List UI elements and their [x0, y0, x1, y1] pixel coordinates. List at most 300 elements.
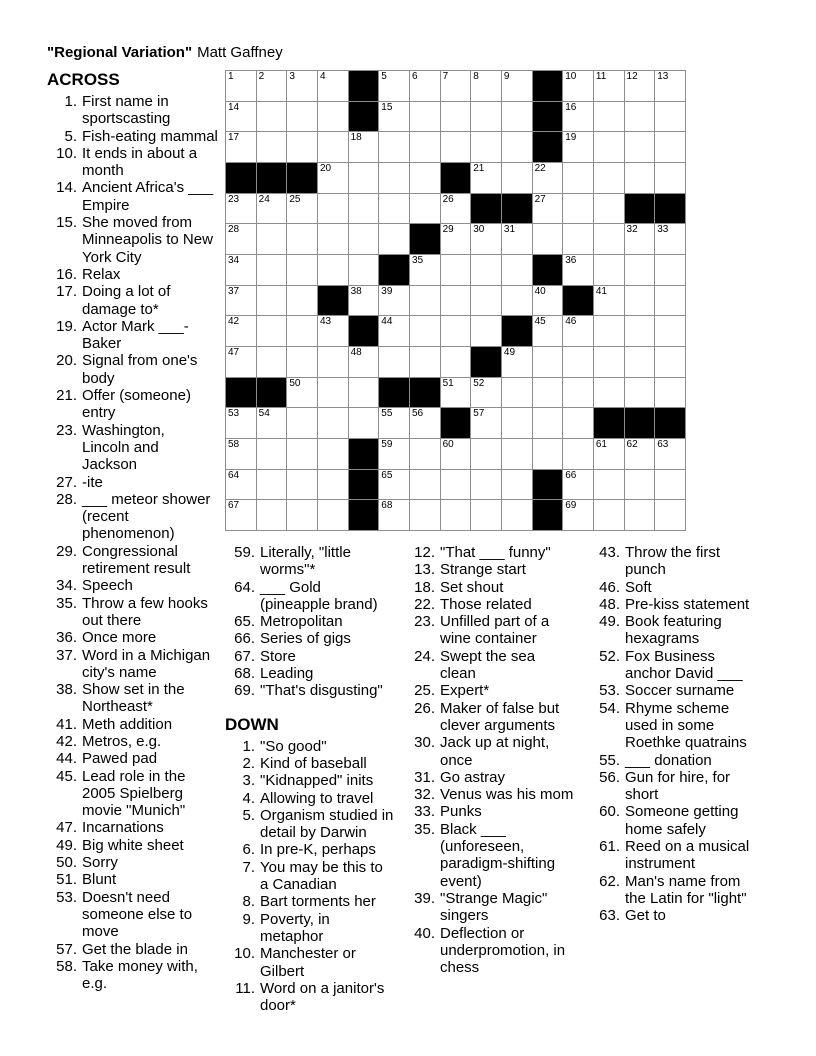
grid-cell: [594, 132, 625, 163]
clue-text: [440, 596, 590, 613]
clue-number: 65.: [234, 613, 255, 631]
clue-line: paradigm-shifting: [440, 855, 556, 873]
clue-text: [260, 807, 405, 842]
grid-cell: [563, 439, 594, 470]
grid-cell: [594, 194, 625, 225]
grid-cell: [379, 316, 410, 347]
clue-text: [82, 647, 232, 682]
clue-item-down-5: [225, 807, 405, 842]
clue-text: [440, 734, 590, 769]
grid-cell: [379, 224, 410, 255]
clue-line: Kind of baseball: [260, 754, 367, 772]
clue-text: [82, 889, 232, 941]
clue-line: Rhyme scheme: [625, 699, 730, 717]
clue-line: Offer (someone): [82, 387, 191, 405]
grid-cell: [655, 378, 686, 409]
grid-cell-number: 65: [381, 469, 393, 481]
clue-line: chess: [440, 959, 480, 977]
grid-cell: [655, 224, 686, 255]
clue-item-across-17: [47, 283, 232, 318]
clue-number: 35.: [414, 820, 435, 838]
clue-item-across-14: [47, 179, 232, 214]
clue-text: [82, 318, 232, 353]
clue-line: Baker: [82, 335, 122, 353]
clue-number: 10.: [56, 144, 77, 162]
clue-item-down-62: [590, 873, 770, 908]
clue-line: Deflection or: [440, 924, 525, 942]
grid-cell-number: 22: [534, 162, 546, 174]
clue-item-down-60: [590, 803, 770, 838]
clue-number: 46.: [599, 578, 620, 596]
clue-item-across-10: [47, 145, 232, 180]
grid-cell: [257, 316, 288, 347]
clue-text: [440, 700, 590, 735]
grid-cell-number: 38: [350, 285, 362, 297]
clue-item-down-52: [590, 648, 770, 683]
clue-number: 39.: [414, 889, 435, 907]
clue-line: Get to: [625, 907, 666, 925]
clue-text: [440, 821, 590, 890]
grid-cell: [655, 255, 686, 286]
grid-cell: [379, 286, 410, 317]
grid-cell-number: 32: [626, 224, 638, 236]
grid-cell-number: 41: [595, 285, 607, 297]
grid-cell: [287, 316, 318, 347]
grid-cell-number: 67: [228, 500, 240, 512]
grid-cell: [257, 408, 288, 439]
clue-line: Metros, e.g.: [82, 732, 162, 750]
clue-item-down-18: [405, 579, 590, 596]
clue-item-across-66: [225, 630, 405, 647]
grid-cell: [441, 255, 472, 286]
clue-line: Word in a Michigan: [82, 646, 211, 664]
clue-number: 55.: [599, 751, 620, 769]
clue-number: 6.: [242, 841, 255, 859]
grid-cell: [594, 316, 625, 347]
clue-line: Organism studied in: [260, 806, 394, 824]
grid-cell-number: 59: [381, 438, 393, 450]
clue-item-across-21: [47, 387, 232, 422]
clue-item-down-55: [590, 752, 770, 769]
clue-item-across-20: [47, 352, 232, 387]
clue-item-across-27: [47, 474, 232, 491]
grid-cell: [318, 408, 349, 439]
grid-cell-black: [410, 224, 441, 255]
clue-number: 35.: [56, 594, 77, 612]
clue-line: "Kidnapped" inits: [260, 772, 374, 790]
grid-cell-number: 11: [595, 71, 607, 82]
clue-text: [625, 700, 770, 752]
grid-cell: [625, 255, 656, 286]
clue-text: [260, 613, 405, 630]
clue-line: Someone getting: [625, 803, 739, 821]
clue-number: 18.: [414, 578, 435, 596]
clue-text: [82, 750, 232, 767]
clue-item-down-25: [405, 682, 590, 699]
clue-line: Congressional: [82, 542, 178, 560]
grid-cell: [471, 286, 502, 317]
clue-line: worms"*: [260, 561, 316, 579]
clue-item-down-49: [590, 613, 770, 648]
grid-cell: [410, 132, 441, 163]
grid-cell: [655, 500, 686, 531]
grid-cell: [625, 470, 656, 501]
clue-line: First name in: [82, 93, 169, 110]
clue-line: Roethke quatrains: [625, 734, 747, 752]
grid-cell: [410, 470, 441, 501]
clue-item-down-32: [405, 786, 590, 803]
clue-number: 62.: [599, 872, 620, 890]
clue-number: 21.: [56, 387, 77, 405]
clue-line: "That ___ funny": [440, 544, 551, 561]
grid-cell: [594, 347, 625, 378]
grid-cell: [349, 408, 380, 439]
grid-cell-number: 27: [534, 193, 546, 205]
clue-number: 49.: [599, 613, 620, 631]
grid-cell: [563, 194, 594, 225]
clue-line: hexagrams: [625, 630, 700, 648]
grid-cell: [287, 132, 318, 163]
grid-cell: [533, 224, 564, 255]
grid-cell-number: 15: [381, 101, 393, 113]
grid-cell: [410, 347, 441, 378]
clue-number: 45.: [56, 767, 77, 785]
grid-cell: [594, 439, 625, 470]
clue-item-across-47: [47, 819, 232, 836]
grid-cell-number: 29: [442, 224, 454, 236]
grid-cell-number: 57: [473, 408, 485, 420]
grid-cell: [655, 347, 686, 378]
grid-cell-number: 42: [228, 316, 240, 328]
grid-cell: [410, 102, 441, 133]
clue-item-across-29: [47, 543, 232, 578]
clue-item-down-33: [405, 803, 590, 820]
clue-line: move: [82, 923, 119, 941]
clue-item-down-11: [225, 980, 405, 1015]
clue-line: Pawed pad: [82, 750, 158, 768]
grid-cell-number: 8: [473, 71, 479, 82]
grid-cell: [502, 132, 533, 163]
grid-cell: [533, 316, 564, 347]
clue-text: [625, 803, 770, 838]
clue-text: [625, 907, 770, 924]
clue-number: 50.: [56, 854, 77, 872]
clue-text: [82, 145, 232, 180]
grid-cell-black: [471, 194, 502, 225]
grid-cell-number: 18: [350, 132, 362, 144]
grid-cell: [287, 194, 318, 225]
clue-number: 36.: [56, 629, 77, 647]
clue-text: [82, 595, 232, 630]
clue-line: Empire: [82, 196, 130, 214]
clue-number: 1.: [242, 737, 255, 755]
grid-cell: [441, 500, 472, 531]
clue-number: 48.: [599, 595, 620, 613]
grid-cell-number: 48: [350, 346, 362, 358]
grid-cell: [625, 102, 656, 133]
grid-cell-number: 62: [626, 438, 638, 450]
grid-cell-number: 36: [565, 254, 577, 266]
grid-cell-black: [655, 194, 686, 225]
clue-number: 3.: [242, 772, 255, 790]
clue-line: Strange start: [440, 561, 526, 579]
clue-item-across-5: [47, 128, 232, 145]
grid-cell: [502, 71, 533, 102]
clue-text: [625, 838, 770, 873]
clue-text: [82, 941, 232, 958]
clue-item-down-2: [225, 755, 405, 772]
clue-number: 2.: [242, 754, 255, 772]
clue-item-across-67: [225, 648, 405, 665]
puzzle-title: [47, 44, 283, 62]
clue-item-down-30: [405, 734, 590, 769]
grid-cell: [625, 378, 656, 409]
clue-line: Throw a few hooks: [82, 594, 208, 612]
grid-cell: [318, 255, 349, 286]
clue-item-across-49: [47, 837, 232, 854]
grid-cell: [349, 378, 380, 409]
grid-cell: [563, 163, 594, 194]
clue-number: 58.: [56, 957, 77, 975]
clue-line: "That's disgusting": [260, 682, 383, 700]
grid-cell: [410, 500, 441, 531]
clue-number: 20.: [56, 352, 77, 370]
clue-item-down-39: [405, 890, 590, 925]
grid-cell-number: 24: [258, 193, 270, 205]
clue-item-across-50: [47, 854, 232, 871]
grid-cell-number: 17: [228, 132, 240, 144]
grid-cell: [410, 255, 441, 286]
grid-cell: [594, 255, 625, 286]
clue-number: 59.: [234, 544, 255, 561]
grid-cell: [318, 439, 349, 470]
grid-cell: [533, 286, 564, 317]
grid-cell-black: [655, 408, 686, 439]
clue-number: 24.: [414, 647, 435, 665]
clue-text: [260, 682, 405, 699]
clue-line: clean: [440, 665, 476, 683]
clue-line: Leading: [260, 665, 314, 683]
clue-line: Big white sheet: [82, 836, 184, 854]
grid-cell: [379, 71, 410, 102]
grid-cell-number: 69: [565, 500, 577, 512]
clue-line: retirement result: [82, 560, 191, 578]
grid-cell: [287, 500, 318, 531]
grid-cell-number: 6: [411, 71, 418, 82]
grid-cell: [655, 316, 686, 347]
clue-number: 17.: [56, 283, 77, 301]
grid-cell-number: 64: [228, 469, 240, 481]
grid-cell: [379, 408, 410, 439]
down-header: DOWN: [225, 714, 279, 734]
clue-item-across-65: [225, 613, 405, 630]
grid-cell-number: 35: [411, 254, 424, 266]
clue-item-down-1: [225, 738, 405, 755]
grid-cell-black: [349, 102, 380, 133]
clue-text: [625, 579, 770, 596]
clue-line: York City: [82, 248, 142, 266]
clue-text: [260, 911, 405, 946]
clue-line: month: [82, 162, 124, 180]
grid-cell: [563, 347, 594, 378]
clue-line: "Strange Magic": [440, 889, 548, 907]
grid-cell-black: [533, 470, 564, 501]
clue-item-across-51: [47, 871, 232, 888]
grid-cell-black: [410, 378, 441, 409]
clue-line: You may be this to: [260, 858, 383, 876]
clue-number: 63.: [599, 907, 620, 925]
clue-item-down-48: [590, 596, 770, 613]
grid-cell-number: 19: [565, 132, 577, 144]
grid-cell: [502, 500, 533, 531]
clue-text: [82, 871, 232, 888]
clue-number: 8.: [242, 893, 255, 911]
clue-item-down-54: [590, 700, 770, 752]
grid-cell-black: [349, 71, 380, 102]
clue-number: 49.: [56, 836, 77, 854]
grid-cell-black: [349, 439, 380, 470]
clue-number: 5.: [242, 806, 255, 824]
grid-cell: [471, 132, 502, 163]
grid-cell: [257, 194, 288, 225]
grid-cell: [471, 316, 502, 347]
clue-text: [625, 769, 770, 804]
grid-cell: [471, 408, 502, 439]
clue-line: Relax: [82, 265, 121, 283]
grid-cell-number: 52: [473, 377, 485, 389]
clue-text: [82, 733, 232, 750]
clue-text: [625, 613, 770, 648]
clue-text: [260, 893, 405, 910]
grid-cell: [349, 347, 380, 378]
clue-line: damage to*: [82, 300, 159, 318]
clue-text: [82, 179, 232, 214]
puzzle-author: Matt Gaffney: [197, 44, 283, 61]
grid-cell: [533, 347, 564, 378]
clue-line: metaphor: [260, 927, 324, 945]
grid-cell: [318, 316, 349, 347]
clue-text: [82, 128, 232, 145]
clue-line: Minneapolis to New: [82, 231, 213, 249]
clue-number: 9.: [242, 910, 255, 928]
clue-line: underpromotion, in: [440, 941, 566, 959]
clue-line: Poverty, in: [260, 910, 330, 928]
grid-cell-number: 39: [381, 285, 393, 297]
clue-line: anchor David ___: [625, 665, 743, 683]
grid-cell-black: [563, 286, 594, 317]
clue-line: wine container: [440, 630, 537, 648]
grid-cell: [502, 347, 533, 378]
clue-line: Blunt: [82, 871, 117, 889]
clue-text: [440, 925, 590, 977]
clue-line: entry: [82, 404, 116, 422]
grid-cell: [410, 194, 441, 225]
grid-cell: [563, 408, 594, 439]
clue-number: 37.: [56, 646, 77, 664]
grid-cell: [257, 224, 288, 255]
clue-text: [82, 629, 232, 646]
clue-text: [440, 561, 590, 578]
grid-cell-number: 7: [442, 71, 449, 82]
clue-text: [260, 665, 405, 682]
clue-line: Signal from one's: [82, 352, 198, 370]
grid-cell: [625, 132, 656, 163]
clue-line: It ends in about a: [82, 144, 198, 162]
grid-cell: [441, 71, 472, 102]
clue-text: [625, 752, 770, 769]
grid-cell: [655, 163, 686, 194]
clue-text: [82, 958, 232, 993]
grid-cell-black: [594, 408, 625, 439]
grid-cell: [655, 71, 686, 102]
grid-cell-number: 51: [442, 377, 454, 389]
grid-cell-number: 33: [657, 224, 669, 236]
clue-text: [82, 266, 232, 283]
clue-line: Lead role in the: [82, 767, 186, 785]
grid-cell: [655, 439, 686, 470]
clue-column-4: [590, 544, 770, 925]
grid-cell-black: [533, 132, 564, 163]
clue-number: 38.: [56, 681, 77, 699]
clue-line: Doing a lot of: [82, 283, 171, 301]
clue-number: 30.: [414, 734, 435, 752]
grid-cell-black: [625, 194, 656, 225]
clue-item-across-35: [47, 595, 232, 630]
grid-cell: [379, 347, 410, 378]
grid-cell: [471, 439, 502, 470]
grid-cell: [655, 102, 686, 133]
clue-text: [260, 859, 405, 894]
grid-cell-number: 44: [381, 316, 393, 328]
grid-cell: [287, 378, 318, 409]
grid-cell: [563, 224, 594, 255]
grid-cell: [502, 408, 533, 439]
grid-cell: [410, 286, 441, 317]
clue-line: She moved from: [82, 214, 193, 232]
grid-cell-black: [533, 500, 564, 531]
clue-line: Throw the first: [625, 544, 721, 561]
clue-text: [82, 214, 232, 266]
grid-cell: [379, 470, 410, 501]
clue-line: Show set in the: [82, 681, 185, 699]
clue-line: city's name: [82, 663, 157, 681]
clue-line: home safely: [625, 820, 706, 838]
grid-cell: [594, 500, 625, 531]
clue-number: 10.: [234, 945, 255, 963]
clue-line: clever arguments: [440, 716, 556, 734]
grid-cell: [471, 102, 502, 133]
grid-cell: [594, 470, 625, 501]
clue-line: Doesn't need: [82, 888, 170, 906]
clue-text: [82, 819, 232, 836]
grid-cell: [594, 286, 625, 317]
clue-item-down-9: [225, 911, 405, 946]
clue-text: [440, 769, 590, 786]
clue-number: 16.: [56, 265, 77, 283]
clue-text: [82, 93, 232, 128]
clue-number: 61.: [599, 838, 620, 856]
grid-cell-number: 2: [258, 71, 265, 82]
grid-cell-black: [533, 102, 564, 133]
grid-cell: [655, 286, 686, 317]
clue-line: Venus was his mom: [440, 786, 574, 804]
clue-line: Fish-eating mammal: [82, 127, 218, 145]
clue-text: [260, 579, 405, 614]
clue-text: [82, 837, 232, 854]
clue-line: Incarnations: [82, 819, 164, 837]
grid-cell: [287, 255, 318, 286]
clue-text: [260, 630, 405, 647]
